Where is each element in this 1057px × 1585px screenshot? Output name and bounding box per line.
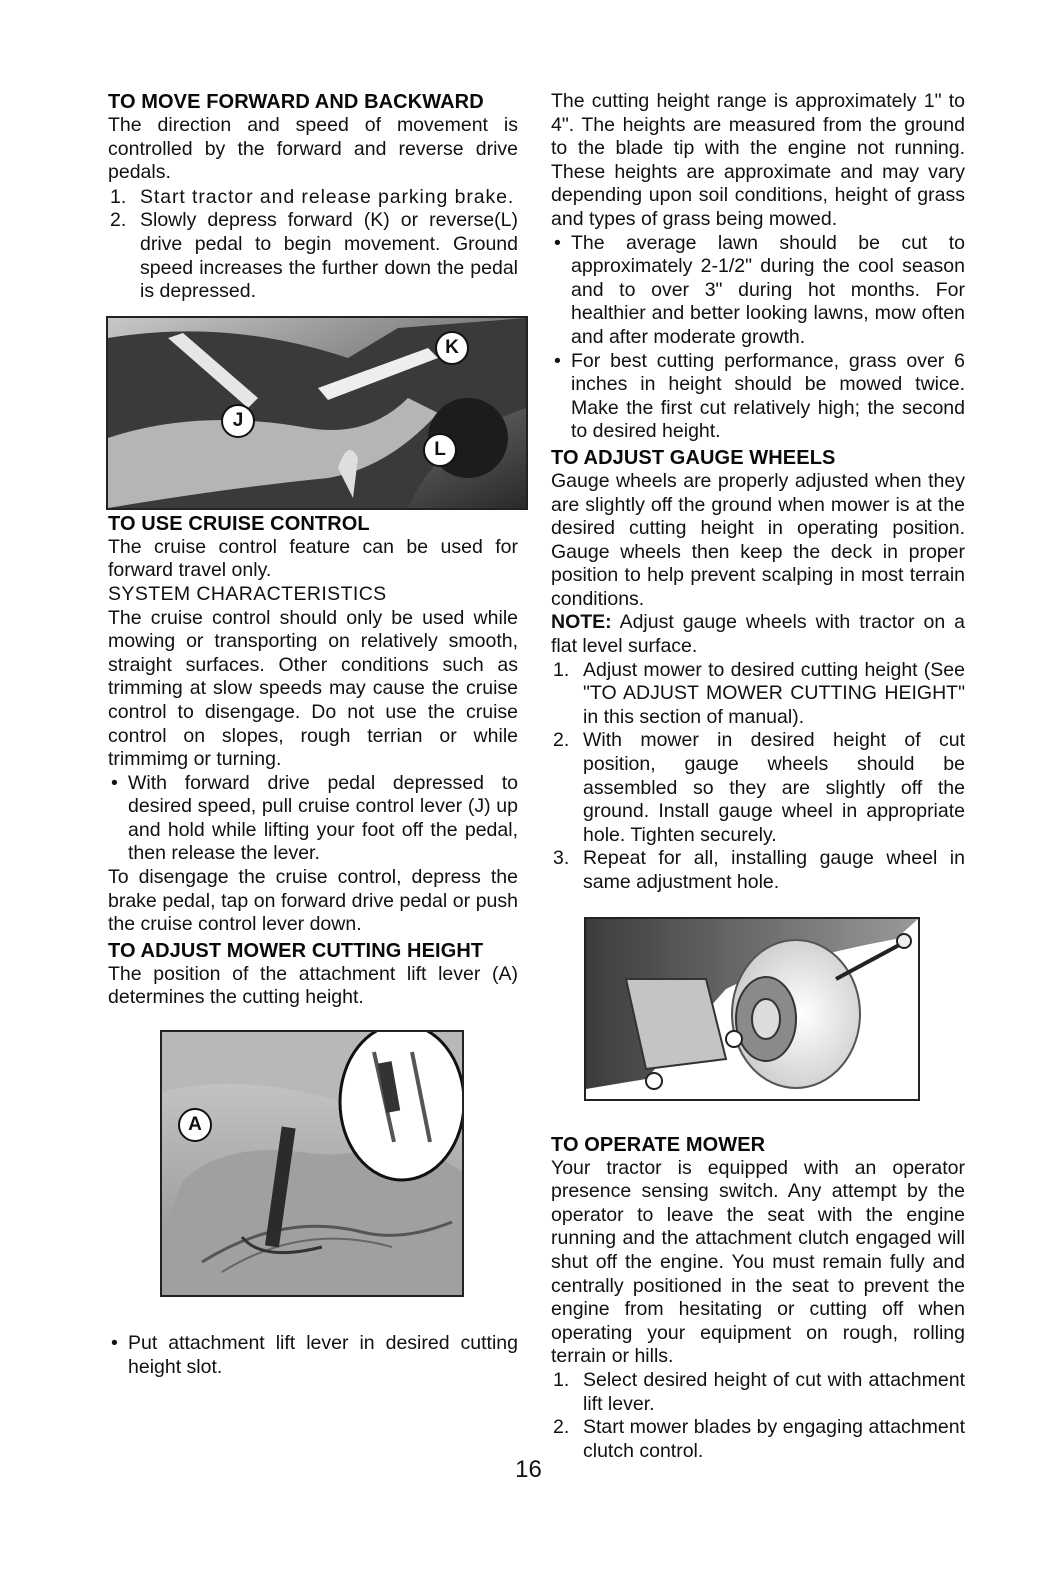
gauge-heading: TO ADJUST GAUGE WHEELS (551, 446, 836, 469)
operate-step-1: 1. Select desired height of cut with attachment lift lever. (553, 1368, 965, 1415)
right-column (551, 90, 965, 1463)
operate-heading: TO OPERATE MOWER (551, 1133, 766, 1156)
cruise-disengage: To disengage the cruise control, depress the brake pedal, tap on forward drive pedal or push the cruise control lever down. (108, 866, 518, 936)
cruise-body: The cruise control should only be used while mowing or transporting on relatively smooth, straight surfaces. Other conditions such as trimming at slow speeds may cause the cruise control to disengage. Do not use the cruise control on slopes, rough terrian or while trimmimg or turning. (108, 606, 518, 771)
move-step-2: 2. Slowly depress forward (K) or reverse(L) drive pedal to begin movement. Ground speed increases the further down the pedal is depressed. (110, 209, 518, 303)
operate-intro: Your tractor is equipped with an operator presence sensing switch. Any attempt by the operator to leave the seat with the engine running and the attachment clutch engaged will shut off the engine. You must remain fully and centrally positioned in the seat to prevent the engine from hesitating or cutting off when operating your equipment on rough, rolling terrain or hills. (551, 1156, 965, 1368)
callout-j: J (221, 404, 255, 438)
cruise-subheading: SYSTEM CHARACTERISTICS (108, 582, 387, 605)
range-intro: The cutting height range is approximately 1" to 4". The heights are measured from the ground to the blade tip with the engine not running. These heights are approximate and may vary depending upon soil conditions, height of grass and types of grass being mowed. (551, 90, 965, 230)
operate-steps (551, 1369, 965, 1463)
gauge-note (551, 611, 965, 658)
lift-lever-figure (160, 1030, 464, 1297)
height-bullet: • Put attachment lift lever in desired cutting height slot. (111, 1332, 518, 1378)
gauge-step-3: 3. Repeat for all, installing gauge wheel in same adjustment hole. (553, 847, 965, 893)
gauge-wheel-figure (584, 917, 920, 1101)
drive-pedals-figure (106, 316, 528, 510)
range-bullets (551, 232, 965, 444)
callout-k: K (435, 331, 469, 365)
left-column (108, 90, 518, 1379)
lift-lever-illustration (162, 1032, 462, 1295)
move-step-1: 1. Start tractor and release parking brake. (110, 185, 515, 208)
page-number: 16 (515, 1456, 542, 1483)
gauge-wheel-illustration (586, 919, 918, 1099)
move-intro: The direction and speed of movement is controlled by the forward and reverse drive pedals. (108, 114, 518, 184)
operate-step-2: 2. Start mower blades by engaging attachment clutch control. (553, 1416, 965, 1462)
gauge-step-2: 2. With mower in desired height of cut position, gauge wheels should be assembled so they are slightly off the ground. Install gauge wheel in appropriate hole. Tighten securely. (553, 729, 965, 846)
range-bullet-1: • The average lawn should be cut to approximately 2-1/2" during the cool season and to over 3" during hot months. For healthier and better looking lawns, mow often and after moderate growth. (554, 231, 965, 348)
cruise-bullet: • With forward drive pedal depressed to desired speed, pull cruise control lever (J) up and hold while lifting your foot off the pedal, then release the lever. (111, 771, 518, 865)
gauge-step-1: 1. Adjust mower to desired cutting height (See "TO ADJUST MOWER CUTTING HEIGHT" in this section of manual). (553, 658, 965, 728)
cruise-heading: TO USE CRUISE CONTROL (108, 512, 370, 535)
gauge-steps (551, 659, 965, 895)
callout-a: A (178, 1108, 212, 1142)
note-label: NOTE: (551, 611, 612, 634)
range-bullet-2: • For best cutting performance, grass over 6 inches in height should be mowed twice. Make the first cut relatively high; the second to desired height. (554, 349, 965, 443)
note-text: Adjust gauge wheels with tractor on a flat level surface. (551, 611, 965, 658)
move-steps (108, 186, 518, 304)
cruise-intro: The cruise control feature can be used for forward travel only. (108, 535, 518, 582)
cruise-bullets (108, 772, 518, 866)
callout-l: L (423, 433, 457, 467)
move-heading: TO MOVE FORWARD AND BACKWARD (108, 91, 484, 113)
height-heading: TO ADJUST MOWER CUTTING HEIGHT (108, 939, 484, 962)
gauge-intro: Gauge wheels are properly adjusted when they are slightly off the ground when mower is at the desired cutting height in operating position. Gauge wheels then keep the deck in proper position to help prevent scalping in most terrain conditions. (551, 469, 965, 610)
height-bullets (108, 1332, 518, 1379)
height-intro: The position of the attachment lift lever (A) determines the cutting height. (108, 962, 518, 1009)
